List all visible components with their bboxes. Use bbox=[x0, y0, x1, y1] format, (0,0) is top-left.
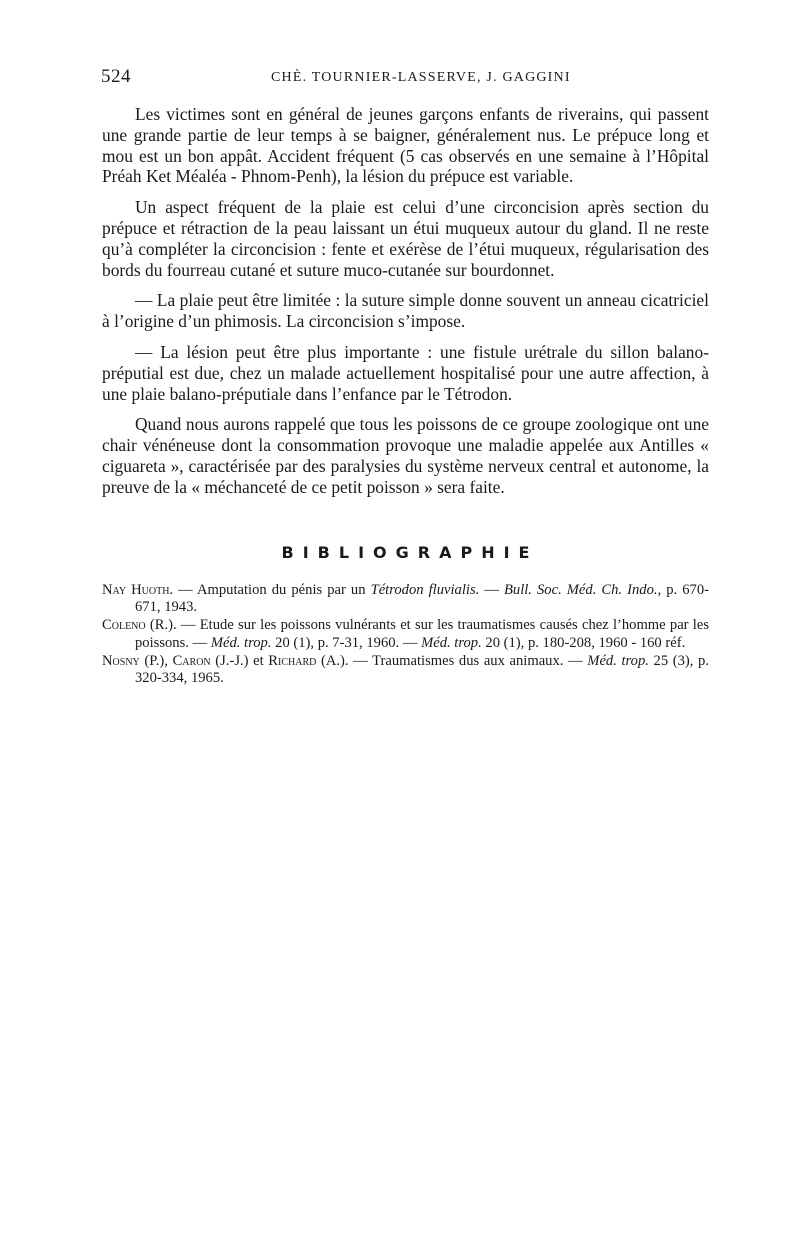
body-paragraph: Un aspect fréquent de la plaie est celui d’une circoncision après section du prépuce et rétraction de la peau laissant un étui muqueux autour du gland. Il ne reste qu’à compléter la circoncision : fente et exérèse de l’étui muqueux, régularisation des bords du fourreau cutané et suture muco-cutanée sur bourdonnet. bbox=[102, 197, 709, 280]
bib-author: Caron bbox=[172, 652, 211, 669]
bib-text: p. 670-671, 1943. bbox=[135, 582, 709, 616]
bib-text: 25 (3), p. 320-334, 1965. bbox=[135, 652, 710, 687]
bib-italic-title: Tétrodon fluvialis. bbox=[370, 582, 480, 598]
body-paragraph: — La plaie peut être limitée : la suture simple donne souvent un anneau cicatriciel à l’origine d’un phimosis. La circoncision s’impose. bbox=[102, 290, 709, 332]
bibliography-entry bbox=[102, 617, 709, 651]
bib-text: — bbox=[479, 582, 504, 598]
bibliography-entry bbox=[102, 582, 709, 616]
header-authors: CHÈ. TOURNIER-LASSERVE, J. GAGGINI bbox=[271, 70, 571, 85]
bib-text: — Amputation du pénis par un bbox=[173, 582, 371, 598]
bib-text: (R.). — Etude sur les poissons vulnérants et sur les traumatismes causés chez l’homme par les poissons. — bbox=[135, 617, 709, 651]
running-header bbox=[101, 66, 701, 90]
bib-author: Coleno bbox=[102, 617, 146, 634]
bibliography-list bbox=[102, 582, 709, 688]
bib-journal: Bull. Soc. Méd. Ch. Indo., bbox=[503, 582, 662, 598]
bib-text: (P.), bbox=[139, 652, 173, 669]
bib-journal: Méd. trop. bbox=[421, 634, 482, 651]
bib-text: (J.-J.) et bbox=[210, 652, 269, 669]
bib-text: 20 (1), p. 7-31, 1960. — bbox=[271, 634, 422, 651]
bib-author: Nay Huoth. bbox=[102, 582, 174, 598]
bib-journal: Méd. trop. bbox=[210, 634, 272, 651]
bibliography-heading: BIBLIOGRAPHIE bbox=[281, 543, 539, 562]
bibliography-entry bbox=[102, 653, 709, 687]
bib-text: (A.). — Traumatismes dus aux animaux. — bbox=[316, 652, 588, 669]
body-paragraph: Les victimes sont en général de jeunes garçons enfants de riverains, qui passent une grande partie de leur temps à se baigner, généralement nus. Le prépuce long et mou est un bon appât. Accident fréquent (5 cas observés en une semaine à l’Hôpital Préah Ket Méaléa - Phnom-Penh), la lésion du prépuce est variable. bbox=[102, 104, 709, 187]
bib-author: Richard bbox=[268, 652, 317, 669]
article-body bbox=[102, 104, 709, 508]
body-paragraph: Quand nous aurons rappelé que tous les poissons de ce groupe zoologique ont une chair vénéneuse dont la consommation provoque une maladie appelée aux Antilles « ciguareta », caractérisée par des paralysies du système nerveux central et autonome, la preuve de la « méchanceté de ce petit poisson » sera faite. bbox=[102, 414, 709, 497]
page-number: 524 bbox=[101, 66, 131, 87]
bib-journal: Méd. trop. bbox=[587, 652, 649, 669]
body-paragraph: — La lésion peut être plus importante : une fistule urétrale du sillon balano-préputial est due, chez un malade actuellement hospitalisé pour une autre affection, à une plaie balano-préputiale dans l’enfance par le Tétrodon. bbox=[102, 341, 709, 404]
bib-author: Nosny bbox=[102, 652, 140, 669]
bib-text: 20 (1), p. 180-208, 1960 - 160 réf. bbox=[481, 634, 686, 651]
